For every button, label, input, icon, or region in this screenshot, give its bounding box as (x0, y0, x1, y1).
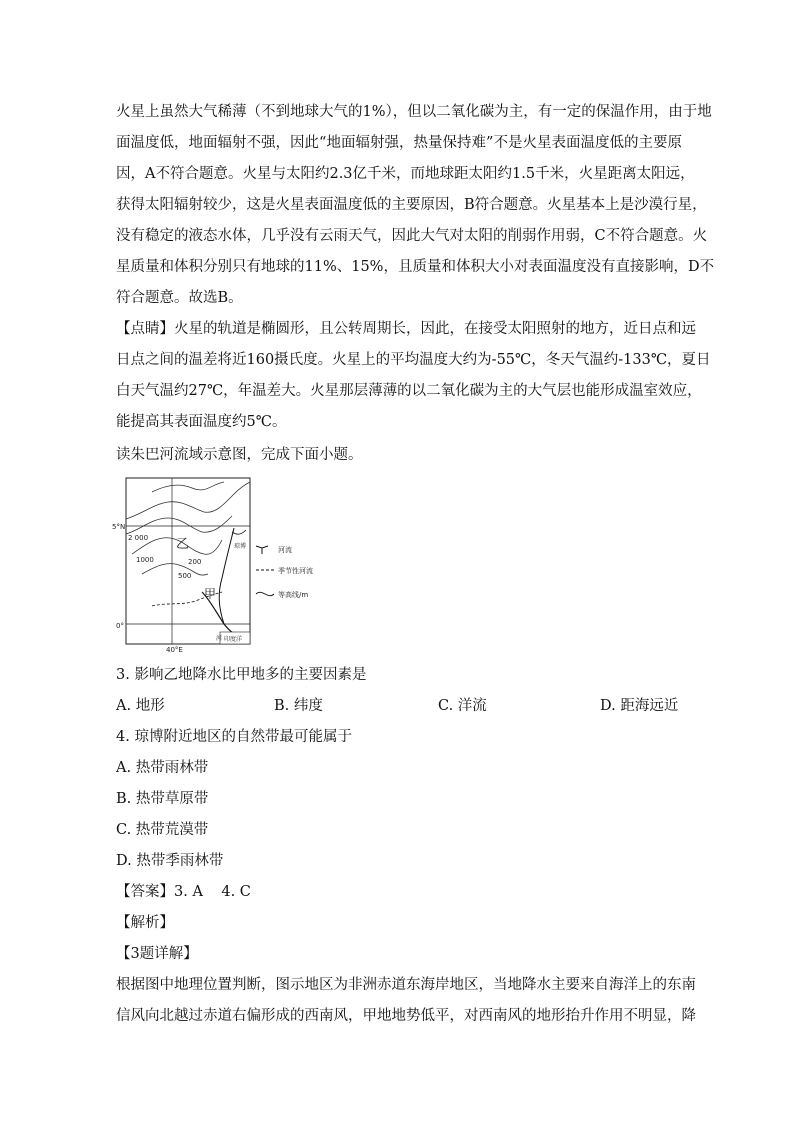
contour-1000-label: 1000 (136, 556, 154, 564)
analysis-heading: 【解析】 (116, 915, 174, 931)
q3-stem: 3. 影响乙地降水比甲地多的主要因素是 (116, 667, 367, 683)
paragraph1-line-4: 获得太阳辐射较少，这是火星表面温度低的主要原因，B符合题意。火星基本上是沙漠行星， (116, 197, 707, 213)
dianjing-line-3: 白天气温约27℃，年温差大。火星那层薄薄的以二氧化碳为主的大气层也能形成温室效应， (116, 383, 702, 399)
dianjing-line-1: 【点睛】火星的轨道是椭圆形，且公转周期长，因此，在接受太阳照射的地方，近日点和远 (116, 321, 696, 337)
place-yi-label: 乙 (176, 537, 190, 552)
paragraph1-line-6: 星质量和体积分别只有地球的11%、15%，且质量和体积大小对表面温度没有直接影响，D不 (116, 259, 715, 275)
river-name-label: 河 (216, 635, 223, 642)
answer-line: 【答案】3. A 4. C (116, 884, 251, 900)
contour-200-label: 200 (188, 558, 202, 566)
legend-river-label: 河流 (278, 546, 292, 554)
intro-text: 读朱巴河流域示意图，完成下面小题。 (116, 447, 363, 463)
q3-detail-heading: 【3题详解】 (116, 946, 198, 962)
lat-5n-label: 5°N (112, 523, 126, 531)
q3-options (116, 696, 682, 716)
paragraph1-line-2: 面温度低，地面辐射不强，因此“地面辐射强，热量保持难”不是火星表面温度低的主要原 (116, 135, 682, 151)
q4-stem: 4. 琼博附近地区的自然带最可能属于 (116, 729, 352, 745)
q4-option-b: B. 热带草原带 (116, 791, 209, 807)
map-figure (112, 474, 402, 652)
legend-contour-label: 等高线/m (278, 591, 309, 599)
dianjing-line-2: 日点之间的温差将近160摄氏度。火星上的平均温度大约为-55℃，冬天气温约-133℃，夏日 (116, 352, 711, 368)
legend-contour-icon (256, 592, 274, 595)
paragraph1-line-5: 没有稳定的液态水体，几乎没有云雨天气，因此大气对太阳的削弱作用弱，C不符合题意。火 (116, 228, 708, 244)
paragraph1-line-1: 火星上虽然大气稀薄（不到地球大气的1%），但以二氧化碳为主，有一定的保温作用，由于地 (116, 104, 712, 120)
contour-500-label: 500 (178, 572, 192, 580)
q3-option-d: D. 距海远近 (600, 698, 679, 714)
q3-detail-line-2: 信风向北越过赤道右偏形成的西南风，甲地地势低平，对西南风的地形抬升作用不明显，降 (116, 1008, 696, 1024)
legend-seasonal-river-label: 季节性河流 (278, 567, 313, 575)
q4-option-a: A. 热带雨林带 (116, 760, 209, 776)
place-qiongbo-label: 琼博 (234, 543, 247, 550)
q3-detail-line-1: 根据图中地理位置判断，图示地区为非洲赤道东海岸地区，当地降水主要来自海洋上的东南 (116, 977, 696, 993)
lon-40e-label: 40°E (166, 646, 183, 652)
q4-option-d: D. 热带季雨林带 (116, 853, 224, 869)
contour-2000-label: 2 000 (128, 534, 149, 542)
juba-river-map (112, 474, 402, 652)
place-jia-label: 甲 (204, 587, 217, 601)
q3-option-c: C. 洋流 (438, 698, 487, 714)
paragraph1-line-3: 因，A不符合题意。火星与太阳约2.3亿千米，而地球距太阳约1.5千米，火星距离太阳远， (116, 166, 695, 182)
ocean-label: 印度洋 (224, 636, 243, 643)
legend-river-icon (256, 546, 268, 554)
paragraph1-line-7: 符合题意。故选B。 (116, 290, 243, 306)
q3-option-a: A. 地形 (116, 698, 165, 714)
dianjing-line-4: 能提高其表面温度约5℃。 (116, 414, 287, 430)
q4-option-c: C. 热带荒漠带 (116, 822, 209, 838)
q3-option-b: B. 纬度 (274, 698, 323, 714)
lat-0-label: 0° (116, 622, 124, 630)
